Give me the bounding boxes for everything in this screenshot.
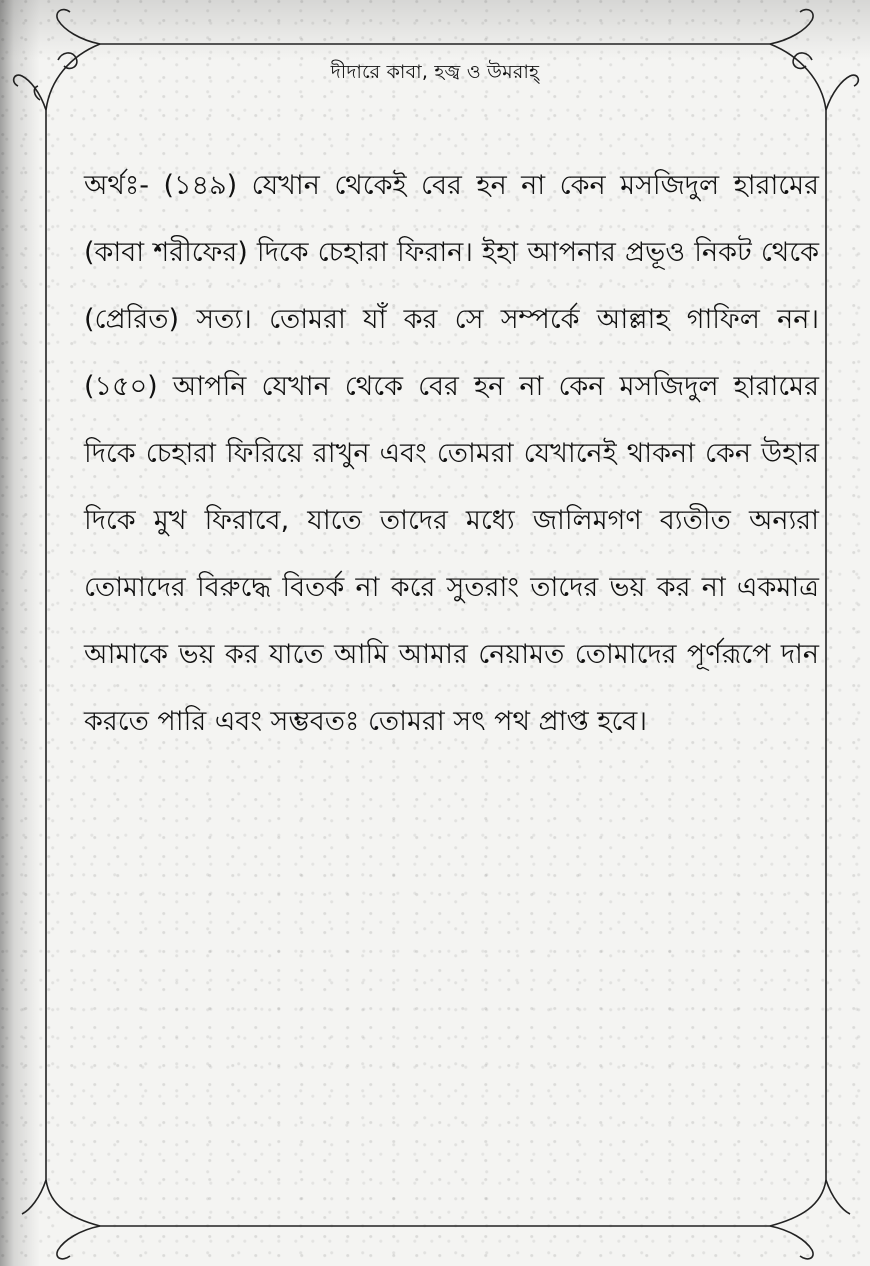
body-paragraph: অর্থঃ- (১৪৯) যেখান থেকেই বের হন না কেন মসজিদুল হারামের (কাবা শরীফের) দিকে চেহারা ফিরান। ইহা আপনার প্রভূও নিকট থেকে (প্রেরিত) সত্য। তোমরা যাঁ কর সে সম্পর্কে আল্লাহ গাফিল নন। (১৫০) আপনি যেখান থেকে বের হন না কেন মসজিদুল হারামের দিকে চেহারা ফিরিয়ে রাখুন এবং তোমরা যেখানেই থাকনা কেন উহার দিকে মুখ ফিরাবে, যাতে তাদের মধ্যে জালিমগণ ব্যতীত অন্যরা তোমাদের বিরুদ্ধে বিতর্ক না করে সুতরাং তাদের ভয় কর না একমাত্র আমাকে ভয় কর যাতে আমি আমার নেয়ামত তোমাদের পূর্ণরূপে দান করতে পারি এবং সম্ভবতঃ তোমরা সৎ পথ প্রাপ্ত হবে।	[84, 170, 819, 737]
running-header: দীদারে কাবা, হজ্ব ও উমরাহ্	[330, 61, 540, 83]
